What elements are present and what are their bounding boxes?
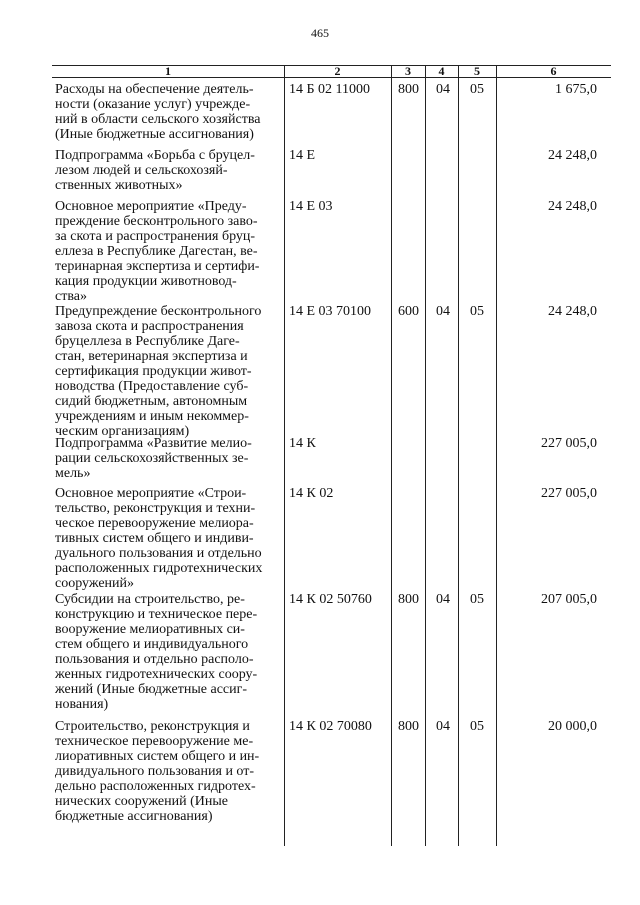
row-amount: 24 248,0 [548, 148, 597, 163]
row-section: 04 [436, 592, 450, 607]
row-expense-type: 800 [398, 719, 419, 734]
header-bottom-border [52, 77, 611, 78]
row-section: 04 [436, 719, 450, 734]
column-divider-1 [284, 65, 285, 846]
row-name: Расходы на обеспечение деятель- ности (оказание услуг) учрежде- ний в области сельского хозяйства (Иные бюджетные ассигнования) [55, 82, 261, 142]
page-number: 465 [311, 26, 329, 40]
row-name: Предупреждение бесконтрольного завоза скота и распространения бруцеллеза в Республике Даге- стан, ветеринарная экспертиза и сертификация продукции живот- новодства (Предоставление суб- сидий бюджетным, автономным учреждениям и иным некоммер- ческим организациям) [55, 304, 262, 439]
row-name: Основное мероприятие «Преду- преждение бесконтрольного заво- за скота и распространения бруц- еллеза в Республике Дагестан, ве- теринарная экспертиза и сертифи- кация продукции животновод- ства» [55, 199, 260, 304]
row-name: Субсидии на строительство, ре- конструкцию и техническое пере- вооружение мелиоративных си- стем общего и индивидуального пользования и отдельно располо- женных гидротехнических соору- жений (Иные бюджетные ассиг- нования) [55, 592, 258, 712]
row-code: 14 К 02 50760 [289, 592, 372, 607]
row-section: 04 [436, 304, 450, 319]
row-amount: 207 005,0 [541, 592, 597, 607]
row-code: 14 Е 03 [289, 199, 333, 214]
column-header-3: 3 [405, 64, 411, 78]
row-subsection: 05 [470, 592, 484, 607]
row-subsection: 05 [470, 304, 484, 319]
row-amount: 227 005,0 [541, 486, 597, 501]
row-name: Подпрограмма «Развитие мелио- рации сельскохозяйственных зе- мель» [55, 436, 252, 481]
row-name: Основное мероприятие «Строи- тельство, реконструкция и техни- ческое перевооружение мелиора- тивных систем общего и индиви- дуального пользования и отдельно расположенных гидротехнических сооружений» [55, 486, 263, 591]
row-code: 14 К [289, 436, 316, 451]
row-amount: 24 248,0 [548, 304, 597, 319]
row-amount: 20 000,0 [548, 719, 597, 734]
column-header-1: 1 [165, 64, 171, 78]
row-name: Строительство, реконструкция и техническое перевооружение ме- лиоративных систем общего и ин- дивидуального пользования и от- дельно расположенных гидротех- нических сооружений (Иные бюджетные ассигнования) [55, 719, 260, 824]
column-header-5: 5 [474, 64, 480, 78]
row-code: 14 Е 03 70100 [289, 304, 372, 319]
column-header-2: 2 [334, 64, 341, 78]
row-amount: 1 675,0 [555, 82, 597, 97]
row-section: 04 [436, 82, 450, 97]
column-divider-2 [391, 65, 392, 846]
row-name: Подпрограмма «Борьба с бруцел- лезом людей и сельскохозяй- ственных животных» [55, 148, 255, 193]
row-subsection: 05 [470, 82, 484, 97]
column-divider-3 [425, 65, 426, 846]
column-divider-4 [458, 65, 459, 846]
row-expense-type: 800 [398, 592, 419, 607]
row-code: 14 Б 02 11000 [289, 82, 371, 97]
row-expense-type: 800 [398, 82, 419, 97]
row-amount: 24 248,0 [548, 199, 597, 214]
row-code: 14 К 02 70080 [289, 719, 372, 734]
row-subsection: 05 [470, 719, 484, 734]
row-code: 14 Е [289, 148, 316, 163]
row-code: 14 К 02 [289, 486, 334, 501]
row-expense-type: 600 [398, 304, 419, 319]
column-header-4: 4 [438, 64, 445, 78]
row-amount: 227 005,0 [541, 436, 597, 451]
budget-table [52, 65, 611, 846]
column-header-6: 6 [550, 64, 557, 78]
